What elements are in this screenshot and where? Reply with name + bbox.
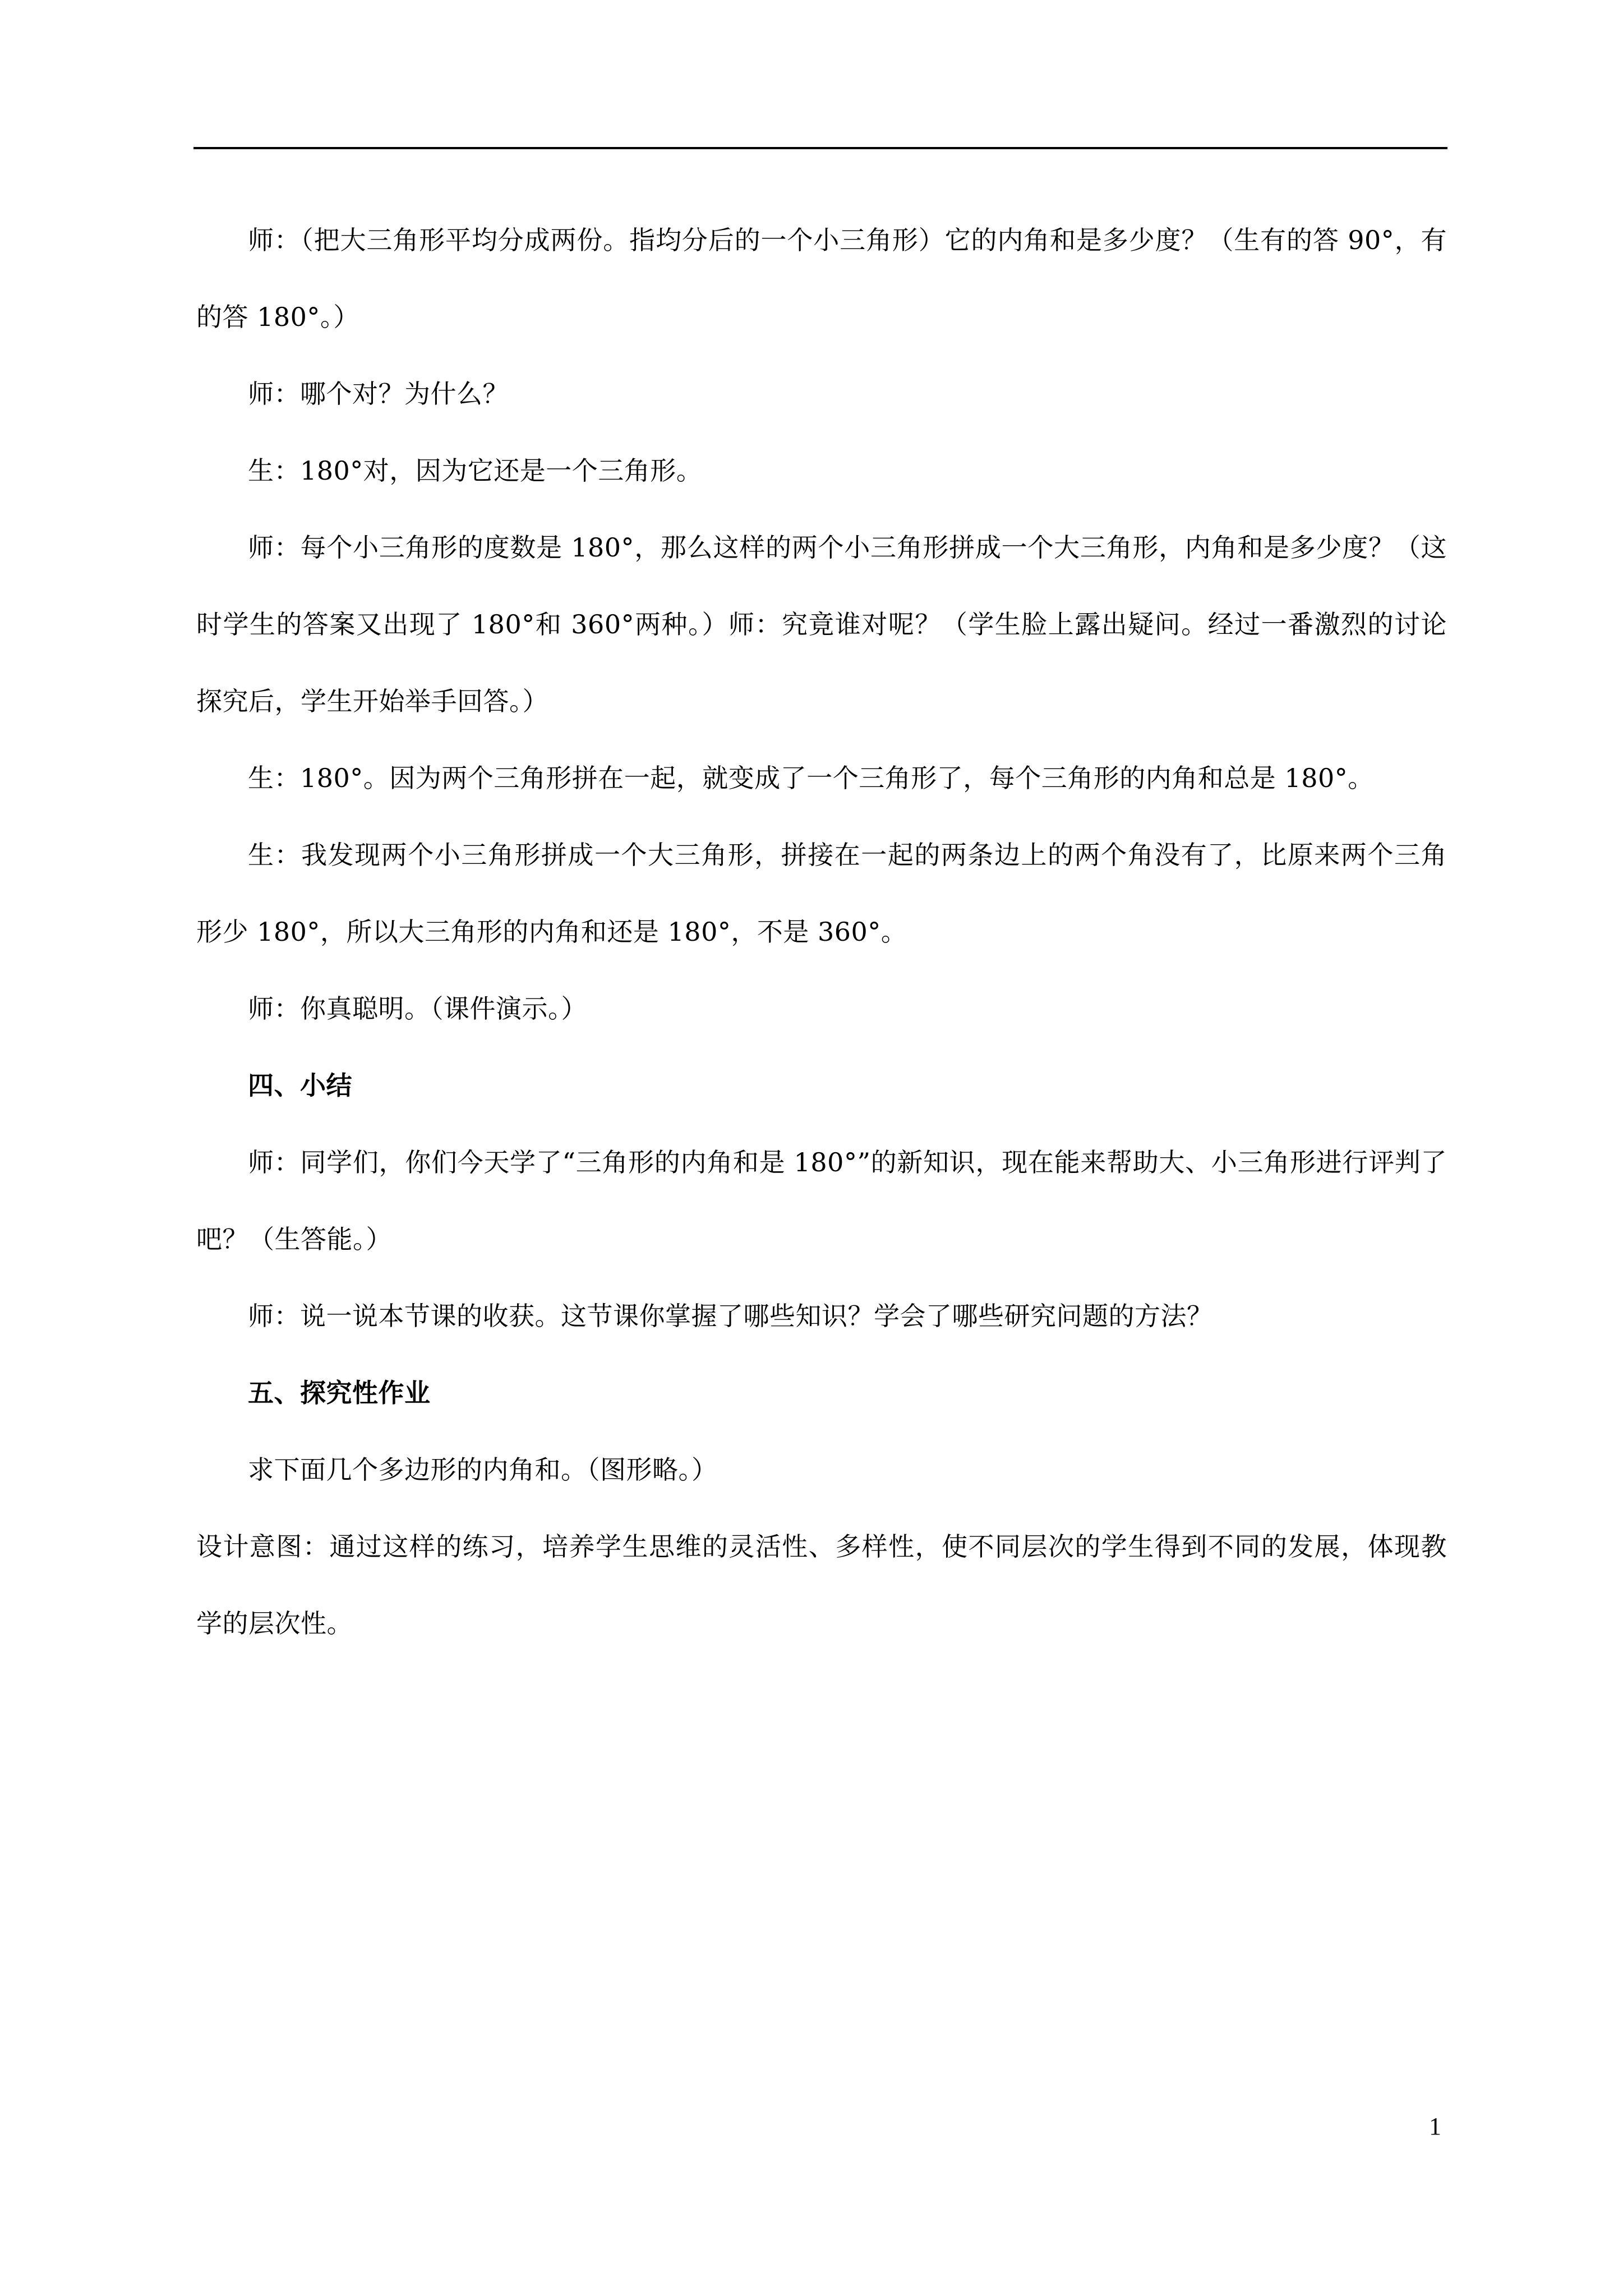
paragraph: 师：哪个对？为什么？ (248, 379, 509, 409)
paragraph: 师：同学们，你们今天学了“三角形的内角和是 180°”的新知识，现在能来帮助大、小三角形进行评判了吧？（生答能。） (196, 1147, 1447, 1254)
paragraph: 师：你真聪明。（课件演示。） (248, 993, 587, 1024)
section-heading-homework: 五、探究性作业 (248, 1378, 431, 1408)
paragraph: 求下面几个多边形的内角和。（图形略。） (248, 1455, 718, 1485)
document-body (196, 202, 1447, 1662)
paragraph: 生：我发现两个小三角形拼成一个大三角形，拼接在一起的两条边上的两个角没有了，比原来两个三角形少 180°，所以大三角形的内角和还是 180°，不是 360°。 (196, 840, 1447, 947)
paragraph: 师：（把大三角形平均分成两份。指均分后的一个小三角形）它的内角和是多少度？（生有的答 90°，有的答 180°。） (196, 225, 1447, 332)
paragraph: 生：180°。因为两个三角形拼在一起，就变成了一个三角形了，每个三角形的内角和总是 180°。 (248, 763, 1374, 793)
paragraph: 生：180°对，因为它还是一个三角形。 (248, 455, 703, 486)
section-heading-summary: 四、小结 (248, 1070, 352, 1101)
design-intent-paragraph: 设计意图：通过这样的练习，培养学生思维的灵活性、多样性，使不同层次的学生得到不同的发展，体现教学的层次性。 (196, 1531, 1447, 1639)
header-rule (193, 147, 1447, 149)
page-number: 1 (1429, 2113, 1441, 2140)
paragraph: 师：说一说本节课的收获。这节课你掌握了哪些知识？学会了哪些研究问题的方法？ (248, 1301, 1213, 1331)
paragraph: 师：每个小三角形的度数是 180°，那么这样的两个小三角形拼成一个大三角形，内角和是多少度？（这时学生的答案又出现了 180°和 360°两种。）师：究竟谁对呢？（学生脸上露出疑问。经过一番激烈的讨论探究后，学生开始举手回答。） (196, 532, 1447, 716)
